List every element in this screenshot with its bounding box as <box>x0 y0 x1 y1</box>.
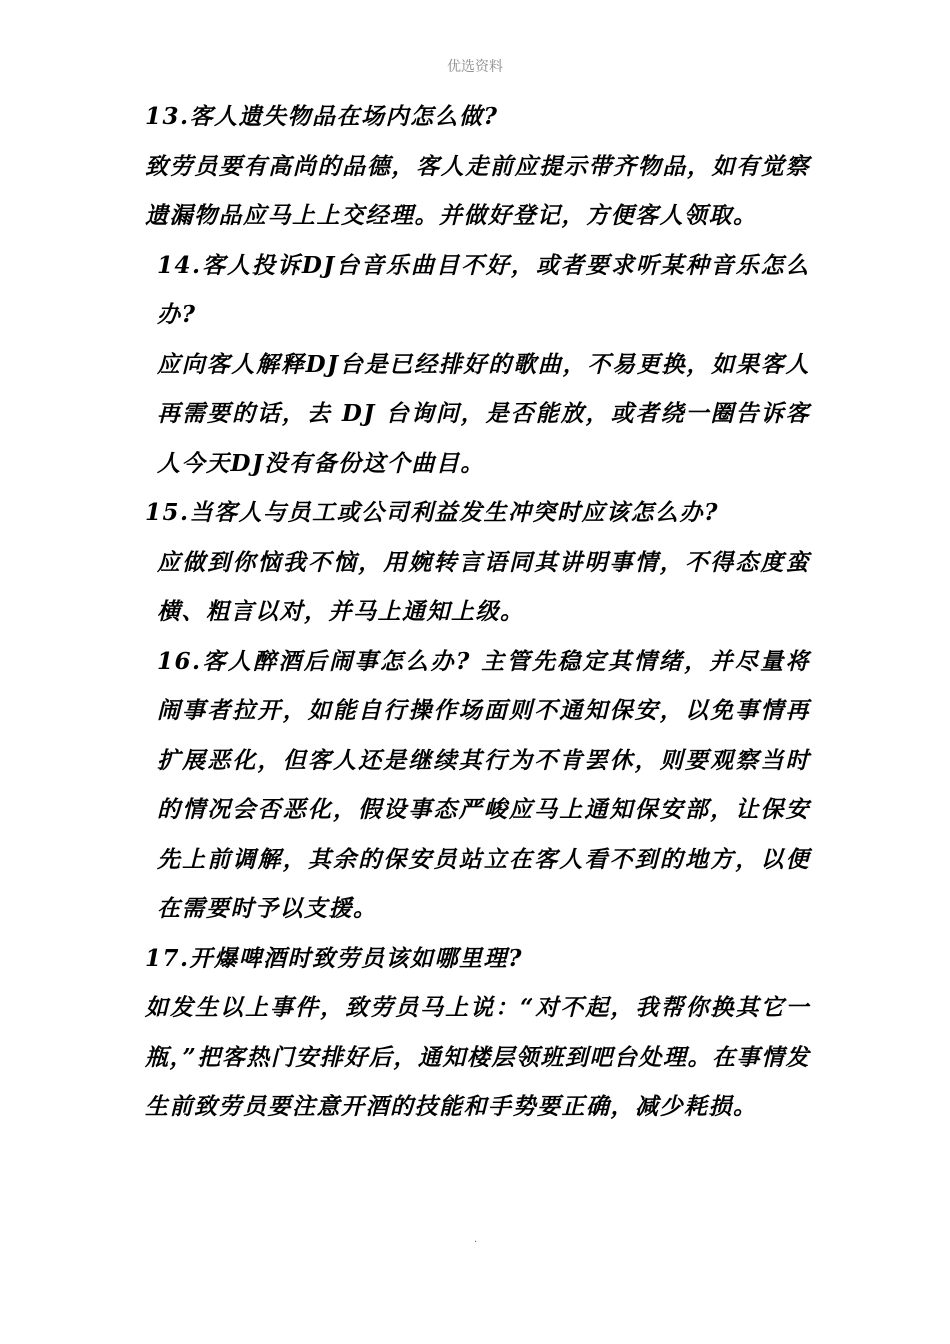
document-body <box>145 92 810 1132</box>
answer-13: 致劳员要有高尚的品德，客人走前应提示带齐物品，如有觉察遗漏物品应马上上交经理。并做好登记，方便客人领取。 <box>145 152 810 229</box>
question-13: 13.客人遗失物品在场内怎么做? <box>145 103 499 130</box>
page-header: 优选资料 <box>447 59 503 75</box>
answer-14: 应向客人解释DJ台是已经排好的歌曲，不易更换，如果客人再需要的话，去 DJ 台询问，是否能放，或者绕一圈告诉客人今天DJ没有备份这个曲目。 <box>157 350 810 477</box>
question-17: 17.开爆啤酒时致劳员该如哪里理? <box>145 944 523 972</box>
page-footer-mark: . <box>474 1234 478 1245</box>
answer-17: 如发生以上事件，致劳员马上说：“对不起，我帮你换其它一瓶，”把客热门安排好后，通知楼层领班到吧台处理。在事情发生前致劳员要注意开酒的技能和手势要正确，减少耗损。 <box>145 994 810 1120</box>
question-answer-16: 16.客人醉酒后闹事怎么办? 主管先稳定其情绪，并尽量将闹事者拉开，如能自行操作场面则不通知保安，以免事情再扩展恶化，但客人还是继续其行为不肯罢休，则要观察当时的情况会否恶化，假设事态严峻应马上通知保安部，让保安先上前调解，其余的保安员站立在客人看不到的地方，以便在需要时予以支援。 <box>157 647 810 922</box>
answer-15: 应做到你恼我不恼，用婉转言语同其讲明事情，不得态度蛮横、粗言以对，并马上通知上级。 <box>157 548 810 625</box>
question-14: 14.客人投诉DJ台音乐曲目不好，或者要求听某种音乐怎么办? <box>157 251 810 328</box>
question-15: 15.当客人与员工或公司利益发生冲突时应该怎么办? <box>145 499 719 526</box>
